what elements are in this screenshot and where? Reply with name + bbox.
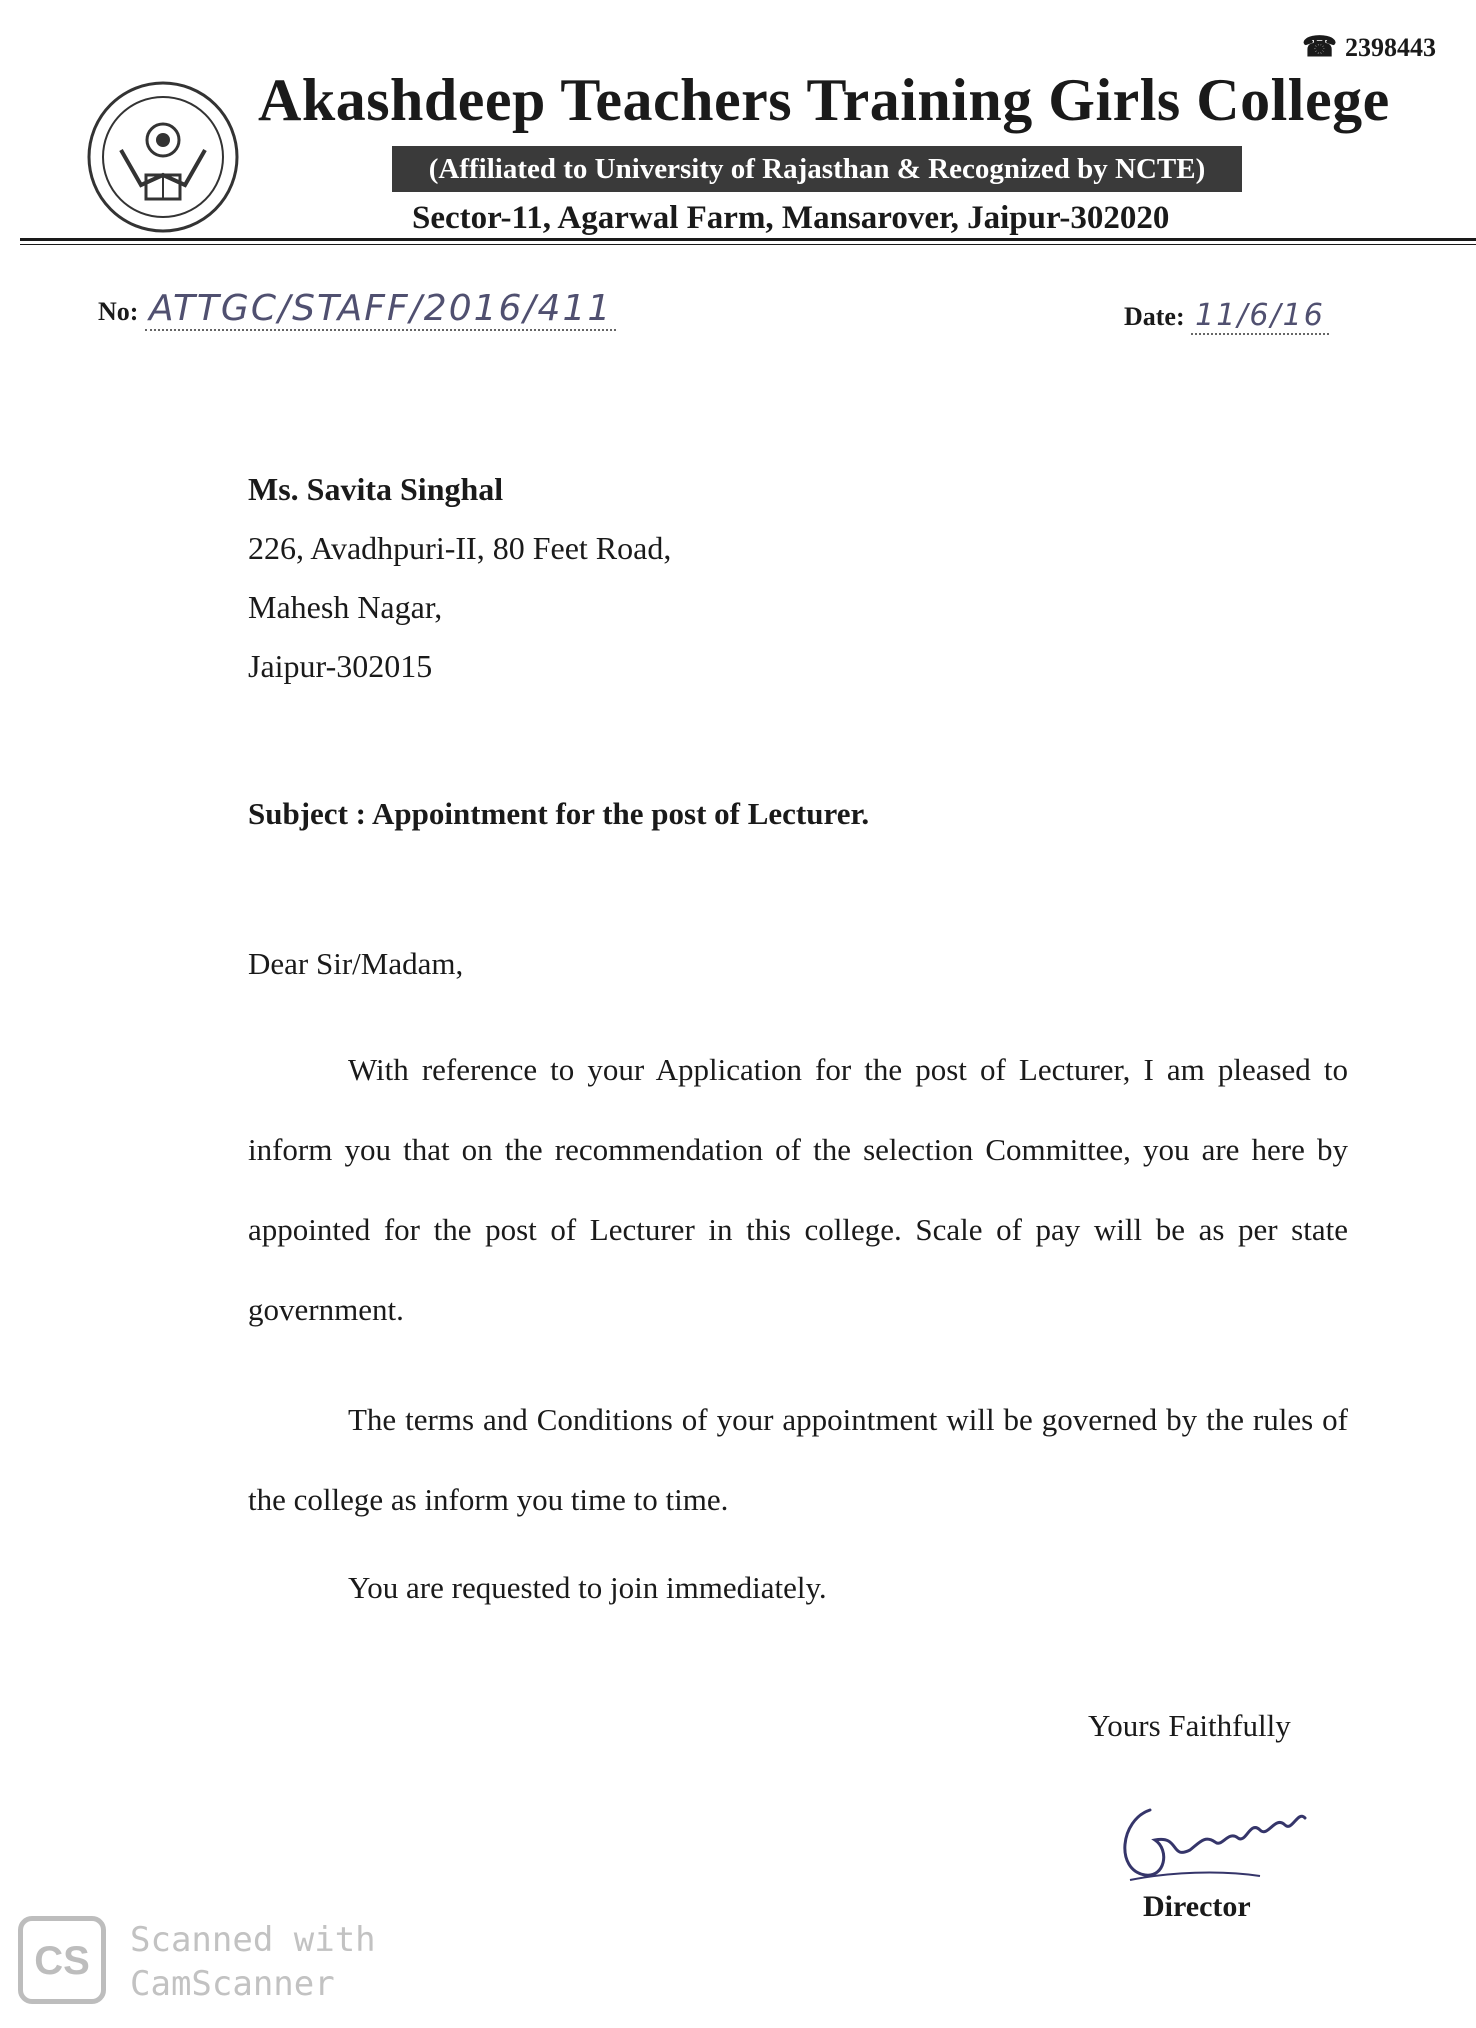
reference-number: No: ATTGC/STAFF/2016/411 [98,288,616,329]
recipient-line-2: Mahesh Nagar, [248,589,443,625]
camscanner-logo-icon: CS [18,1916,106,2004]
letter-date-value: 11/6/16 [1191,298,1329,335]
phone-number: ☎ 2398443 [1302,32,1436,63]
phone-icon: ☎ [1302,32,1337,63]
header-divider-thin [20,244,1476,245]
body-paragraph-3: You are requested to join immediately. [348,1570,827,1605]
header-divider [20,238,1476,241]
handwritten-signature [1110,1780,1310,1890]
closing: Yours Faithfully [1088,1708,1291,1743]
salutation: Dear Sir/Madam, [248,946,464,981]
watermark-text: Scanned with CamScanner [130,1920,376,2004]
signatory-designation: Director [1143,1890,1251,1923]
affiliation-banner: (Affiliated to University of Rajasthan & Recognized by NCTE) [392,146,1242,192]
letter-date: Date: 11/6/16 [1124,298,1329,333]
reference-number-value: ATTGC/STAFF/2016/411 [145,288,616,331]
scanner-watermark [18,1916,438,2012]
recipient-line-1: 226, Avadhpuri-II, 80 Feet Road, [248,530,672,566]
recipient-line-3: Jaipur-302015 [248,648,433,684]
college-seal-icon [86,80,240,234]
college-address: Sector-11, Agarwal Farm, Mansarover, Jaipur-302020 [412,200,1170,236]
body-paragraph-2: The terms and Conditions of your appointment will be governed by the rules of the college as inform you time to time. [248,1402,1348,1517]
subject-line: Subject : Appointment for the post of Lecturer. [248,796,870,831]
recipient-name: Ms. Savita Singhal [248,471,504,507]
body-paragraph-1: With reference to your Application for the post of Lecturer, I am pleased to inform you that on the recommendation of the selection Committee, you are here by appointed for the post of Lecturer in this college. Scale of pay will be as per state government. [248,1052,1348,1327]
recipient-address [248,460,671,696]
college-name: Akashdeep Teachers Training Girls College [258,67,1390,133]
